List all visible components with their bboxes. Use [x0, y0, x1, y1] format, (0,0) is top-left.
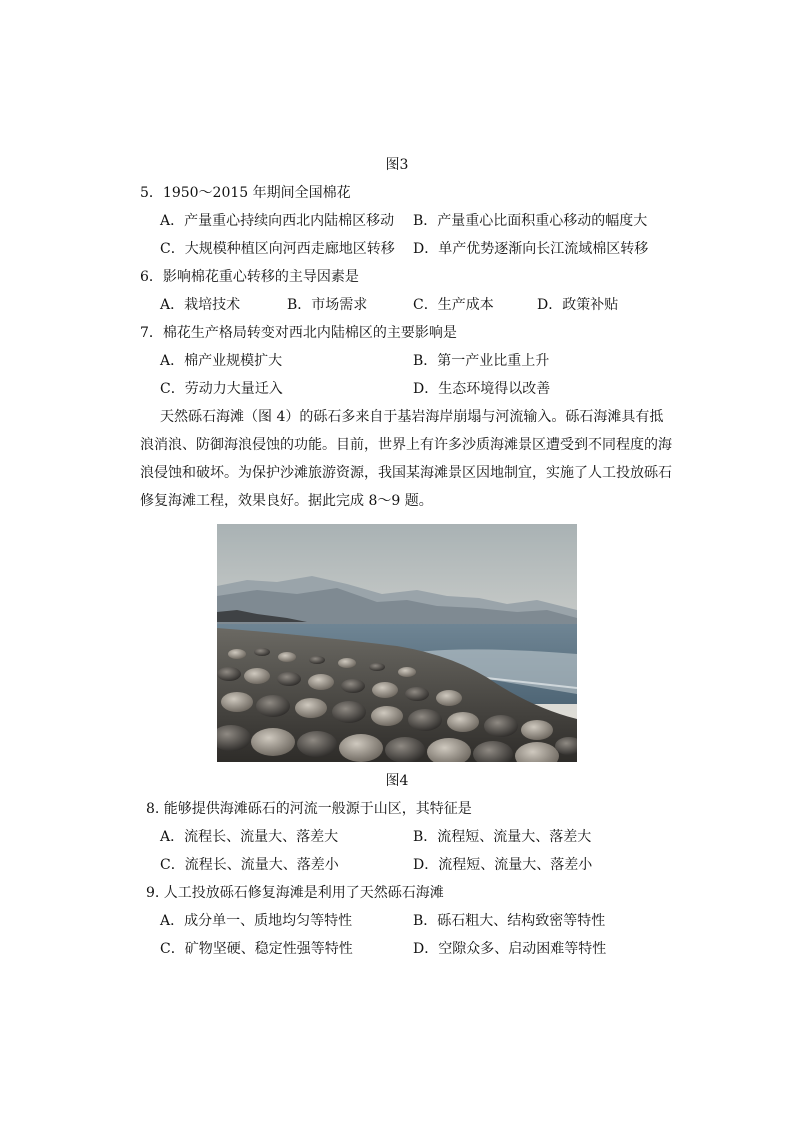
q5-option-d: D．单产优势逐渐向长江流域棉区转移 — [413, 241, 649, 257]
q7-option-c: C．劳动力大量迁入 — [160, 381, 283, 397]
q8-option-b: B．流程短、流量大、落差大 — [413, 829, 592, 845]
q8-option-a: A．流程长、流量大、落差大 — [160, 829, 339, 845]
q8-option-d: D．流程短、流量大、落差小 — [413, 857, 593, 873]
passage-line-2: 浪消浪、防御海浪侵蚀的功能。目前，世界上有许多沙质海滩景区遭受到不同程度的海 — [140, 437, 672, 453]
q9-option-a: A．成分单一、质地均匀等特性 — [160, 913, 353, 929]
q6-option-a: A．栽培技术 — [160, 297, 241, 313]
q5-stem: 5．1950～2015 年期间全国棉花 — [140, 185, 351, 201]
q6-option-c: C．生产成本 — [413, 297, 494, 313]
q5-option-b: B．产量重心比面积重心移动的幅度大 — [413, 213, 648, 229]
passage-line-4: 修复海滩工程，效果良好。据此完成 8～9 题。 — [140, 493, 433, 509]
pebble-beach-photo — [217, 524, 577, 762]
passage-line-3: 浪侵蚀和破坏。为保护沙滩旅游资源，我国某海滩景区因地制宜，实施了人工投放砾石 — [140, 465, 672, 481]
q7-stem: 7．棉花生产格局转变对西北内陆棉区的主要影响是 — [140, 325, 457, 341]
q9-option-c: C．矿物坚硬、稳定性强等特性 — [160, 941, 353, 957]
q7-option-d: D．生态环境得以改善 — [413, 381, 551, 397]
q6-stem: 6．影响棉花重心转移的主导因素是 — [140, 269, 359, 285]
q8-option-c: C．流程长、流量大、落差小 — [160, 857, 339, 873]
q7-option-b: B．第一产业比重上升 — [413, 353, 550, 369]
q5-option-a: A．产量重心持续向西北内陆棉区移动 — [160, 213, 395, 229]
figure3-caption: 图3 — [385, 157, 409, 173]
q9-option-d: D．空隙众多、启动困难等特性 — [413, 941, 607, 957]
passage-line-1: 天然砾石海滩（图 4）的砾石多来自于基岩海岸崩塌与河流输入。砾石海滩具有抵 — [160, 409, 664, 425]
q5-option-c: C．大规模种植区向河西走廊地区转移 — [160, 241, 395, 257]
figure4-caption: 图4 — [385, 773, 409, 789]
q9-option-b: B．砾石粗大、结构致密等特性 — [413, 913, 606, 929]
q9-stem: 9. 人工投放砾石修复海滩是利用了天然砾石海滩 — [146, 885, 444, 901]
q8-stem: 8. 能够提供海滩砾石的河流一般源于山区，其特征是 — [146, 801, 472, 817]
q6-option-b: B．市场需求 — [287, 297, 368, 313]
q6-option-d: D．政策补贴 — [537, 297, 619, 313]
q7-option-a: A．棉产业规模扩大 — [160, 353, 283, 369]
